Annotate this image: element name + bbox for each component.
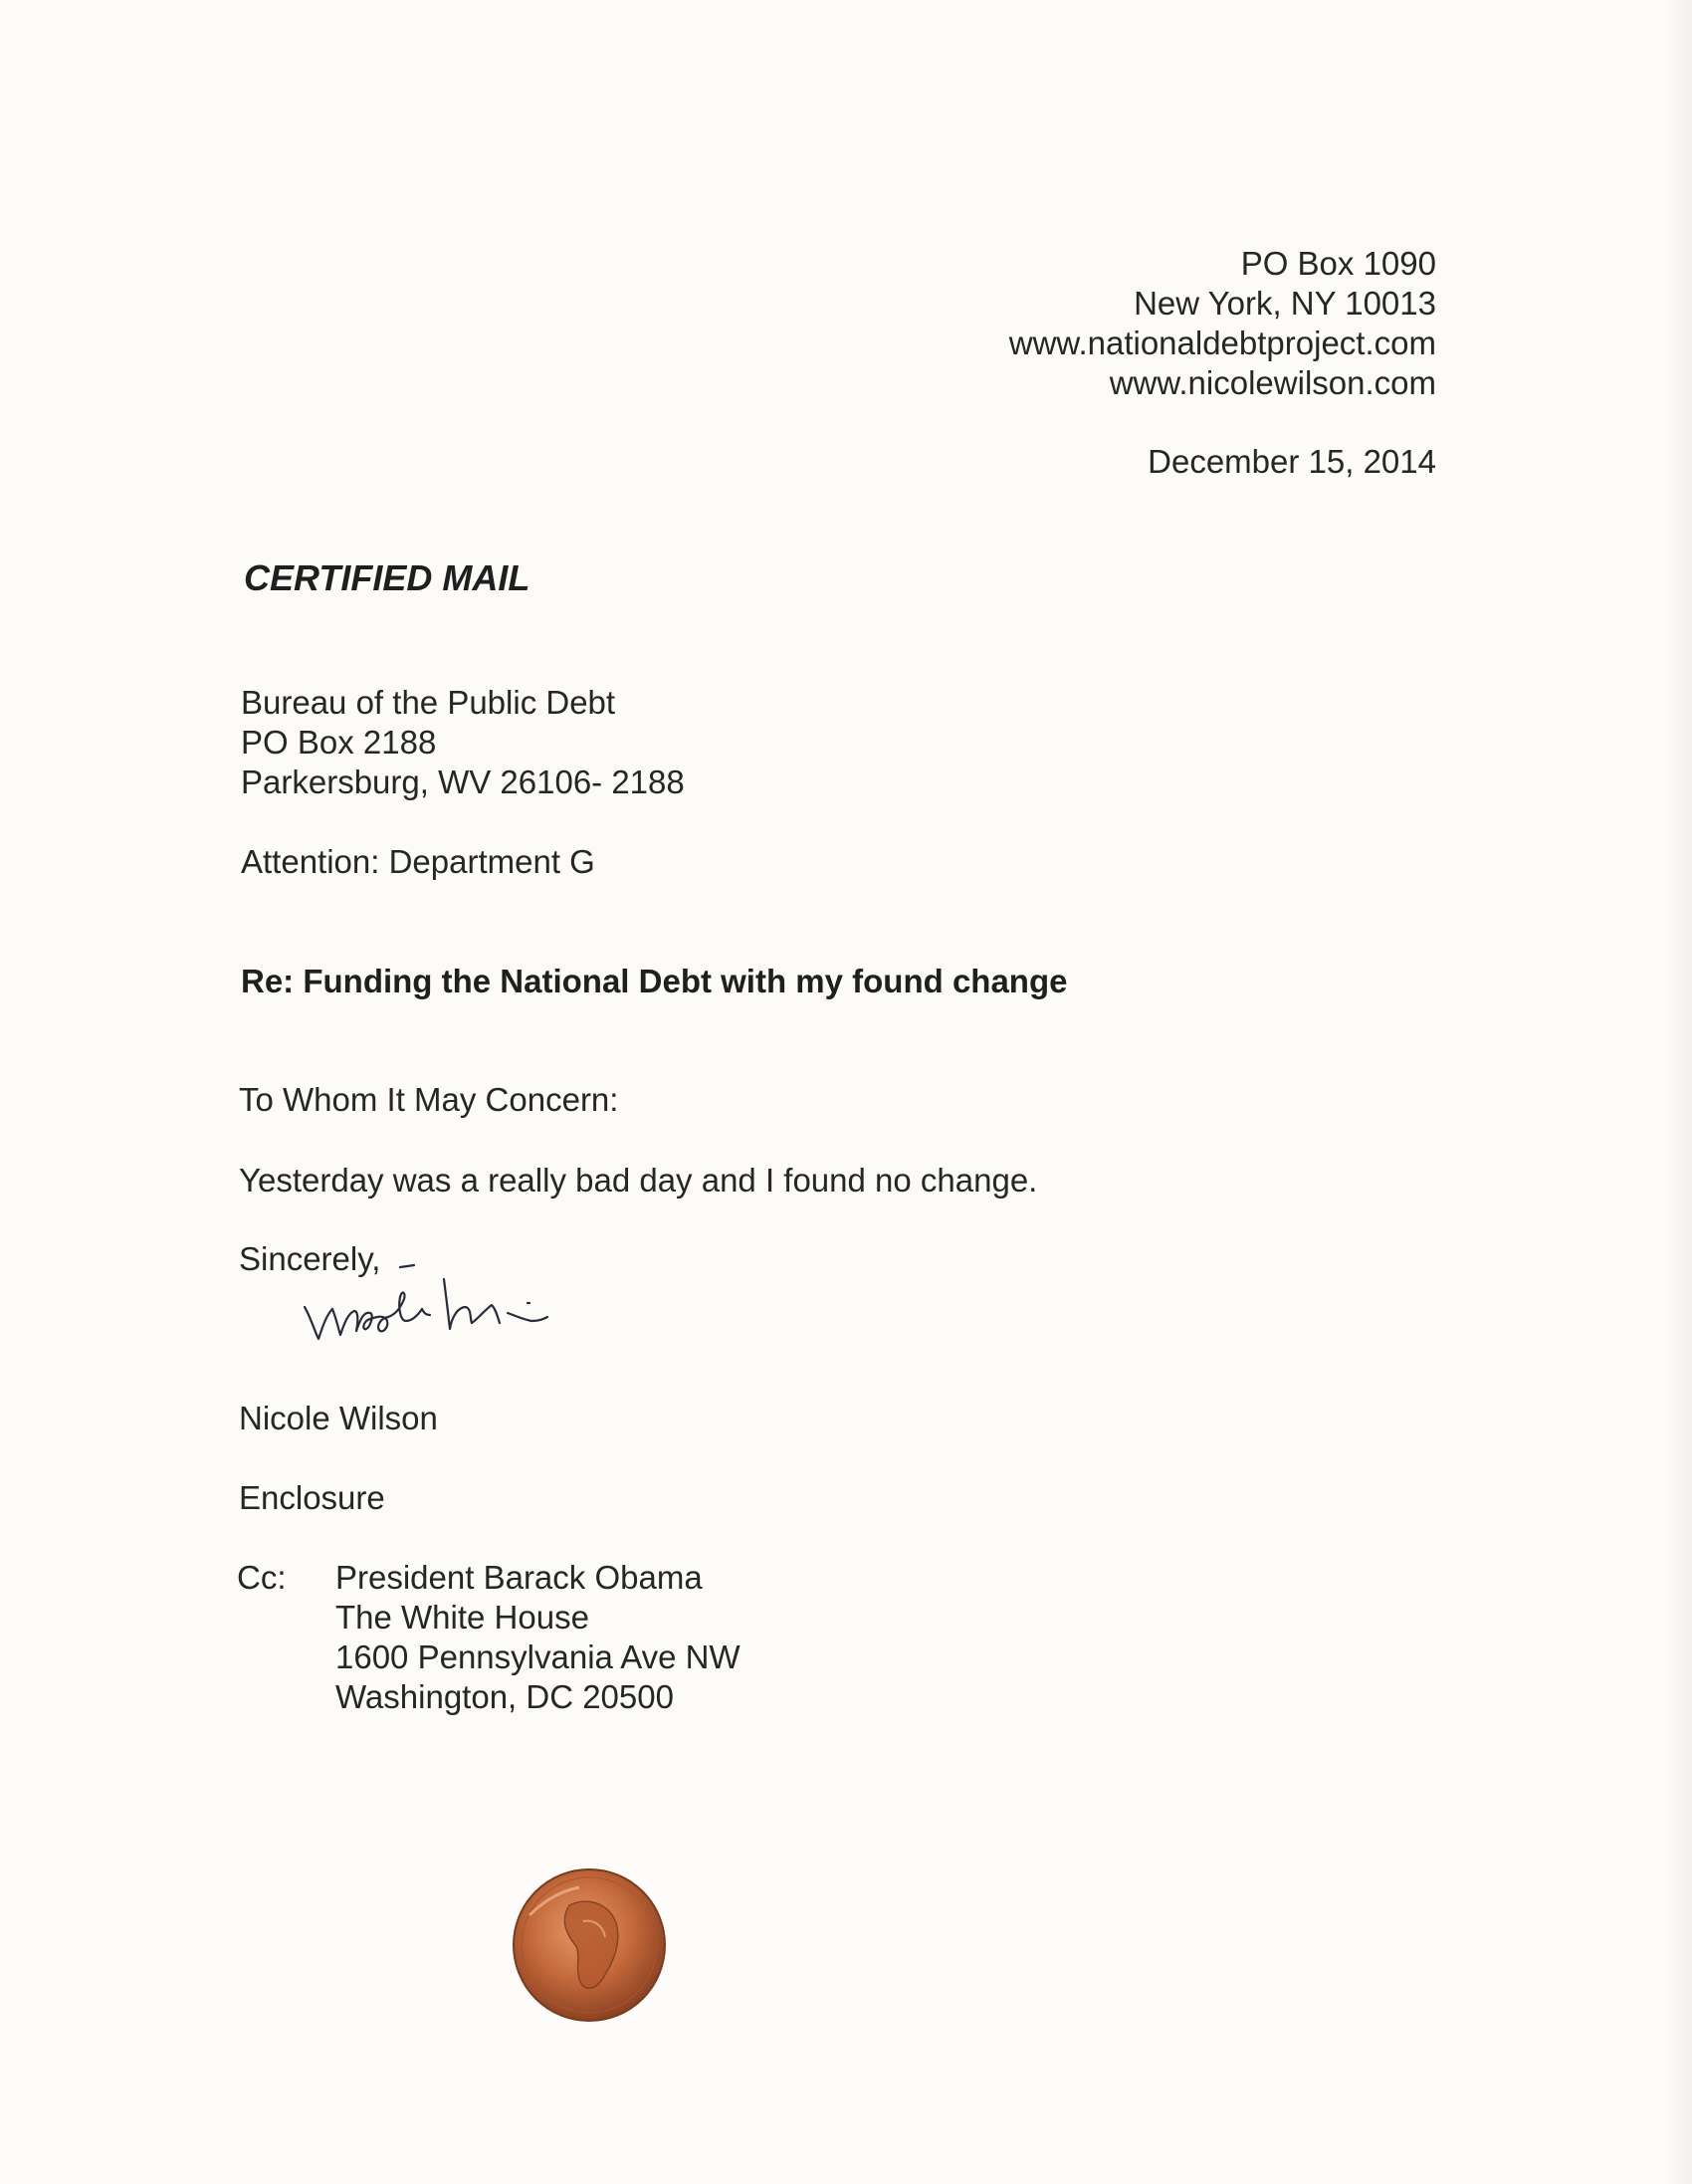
page-edge-shadow [1662,0,1692,2184]
attention-line: Attention: Department G [241,843,595,880]
recipient-city-line: Parkersburg, WV 26106- 2188 [241,764,685,800]
cc-line-1: President Barack Obama [335,1559,703,1596]
handwritten-signature [297,1259,635,1369]
cc-line-2: The White House [335,1599,589,1636]
signer-name: Nicole Wilson [239,1400,438,1436]
body-text: Yesterday was a really bad day and I found no change. [239,1162,1038,1199]
certified-mail-heading: CERTIFIED MAIL [244,557,530,598]
cc-line-4: Washington, DC 20500 [335,1678,674,1715]
recipient-po-box: PO Box 2188 [241,724,437,761]
sender-city-line: New York, NY 10013 [1134,285,1436,322]
subject-line: Re: Funding the National Debt with my found change [241,963,1068,999]
letter-date: December 15, 2014 [1148,443,1436,480]
recipient-name: Bureau of the Public Debt [241,684,616,721]
sender-po-box: PO Box 1090 [1240,245,1436,282]
salutation: To Whom It May Concern: [239,1081,619,1118]
penny-coin-image [510,1865,669,2025]
sender-website-2: www.nicolewilson.com [1109,364,1436,401]
cc-label: Cc: [237,1559,287,1596]
sender-website-1: www.nationaldebtproject.com [1008,325,1436,361]
cc-line-3: 1600 Pennsylvania Ave NW [335,1638,740,1675]
closing: Sincerely, [239,1240,381,1277]
enclosure-note: Enclosure [239,1479,385,1516]
